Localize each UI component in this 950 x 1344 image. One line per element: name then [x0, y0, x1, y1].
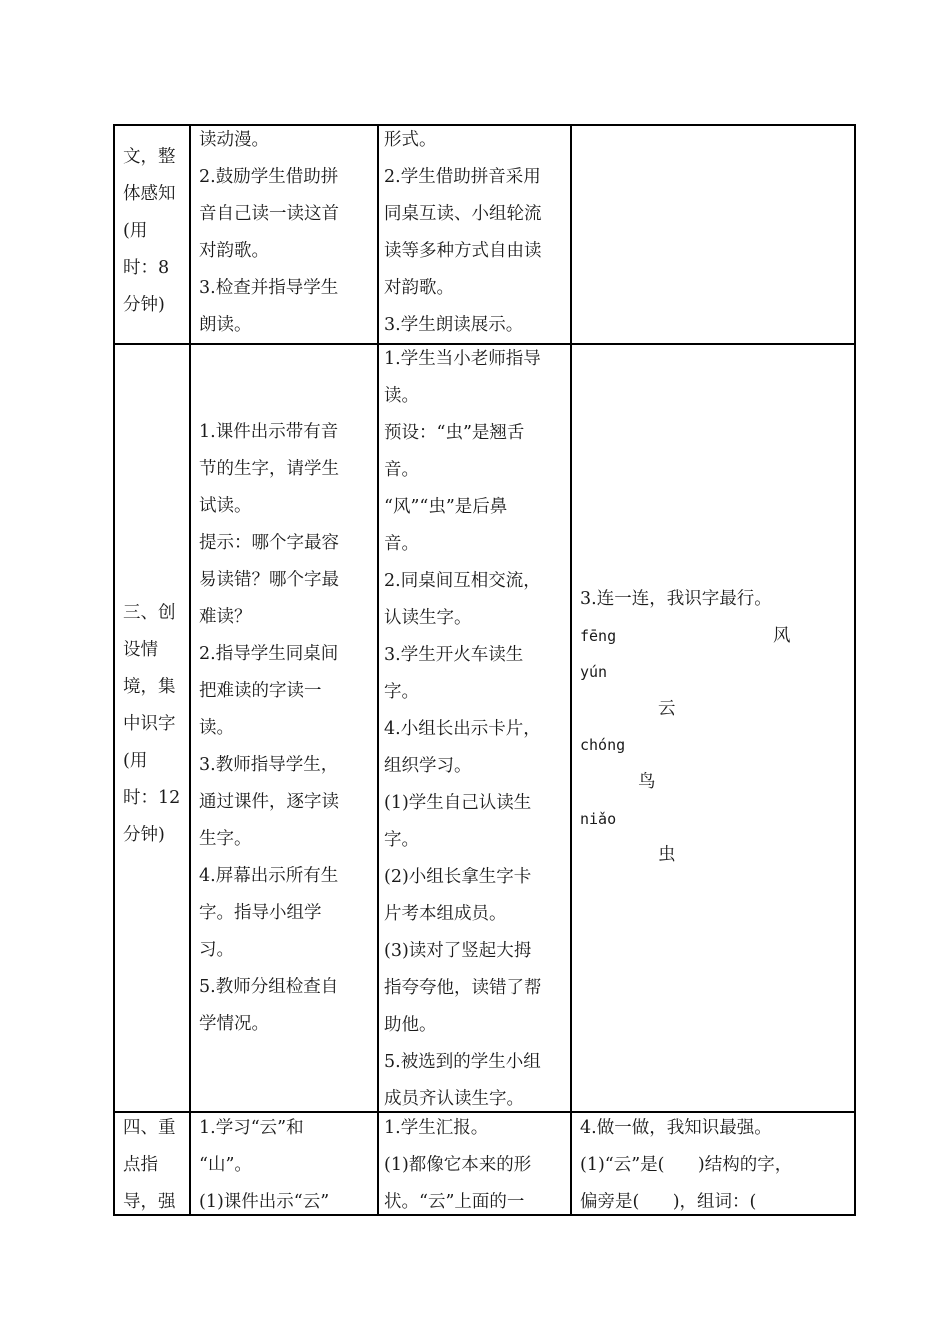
- text-line: 助他。: [384, 1015, 437, 1035]
- text-line: 生字。: [199, 829, 252, 849]
- text-line: 读等多种方式自由读: [384, 241, 542, 261]
- teacher-activity-cell: [199, 122, 339, 344]
- text-line: 时：8: [123, 258, 170, 278]
- text-line: 偏旁是( )，组词：(: [580, 1192, 757, 1212]
- text-line: (用: [123, 221, 148, 241]
- student-activity-cell: [384, 122, 542, 344]
- text-line: 读。: [384, 386, 419, 406]
- pinyin-niao: niǎo: [580, 810, 617, 828]
- text-line: 时：12: [123, 788, 181, 808]
- text-line: 字。: [384, 830, 419, 850]
- pinyin-feng: fēng: [580, 627, 617, 645]
- text-line: 音。: [384, 534, 419, 554]
- text-line: 3.学生朗读展示。: [384, 315, 524, 335]
- text-line: 成员齐认读生字。: [384, 1089, 524, 1109]
- text-line: 2.鼓励学生借助拼: [199, 167, 339, 187]
- text-line: 节的生字，请学生: [199, 459, 339, 479]
- text-line: 3.检查并指导学生: [199, 278, 339, 298]
- text-line: 2.指导学生同桌间: [199, 644, 339, 664]
- text-line: 三、创: [123, 603, 176, 623]
- text-line: 通过课件，逐字读: [199, 792, 339, 812]
- text-line: 3.教师指导学生，: [199, 755, 339, 775]
- table-border-right: [854, 124, 856, 1216]
- column-divider: [189, 124, 191, 1216]
- text-line: 试读。: [199, 496, 252, 516]
- column-divider: [377, 124, 379, 1216]
- exercise-title: 3.连一连，我识字最行。: [580, 589, 772, 609]
- exercise-cell: [580, 1110, 792, 1221]
- text-line: 中识字: [123, 714, 176, 734]
- text-line: 字。指导小组学: [199, 903, 322, 923]
- column-divider: [570, 124, 572, 1216]
- stage-cell: [123, 1110, 176, 1221]
- text-line: 3.学生开火车读生: [384, 645, 524, 665]
- text-line: 形式。: [384, 130, 437, 150]
- text-line: 4.小组长出示卡片，: [384, 719, 541, 739]
- text-line: 四、重: [123, 1118, 176, 1138]
- teacher-activity-cell: [199, 414, 339, 1043]
- text-line: 4.屏幕出示所有生: [199, 866, 339, 886]
- text-line: 5.被选到的学生小组: [384, 1052, 541, 1072]
- text-line: 对韵歌。: [199, 241, 269, 261]
- stage-cell: [123, 595, 180, 854]
- text-line: 状。“云”上面的一: [384, 1192, 525, 1212]
- text-line: (2)小组长拿生字卡: [384, 867, 532, 887]
- text-line: 2.同桌间互相交流，: [384, 571, 541, 591]
- lesson-plan-table: [113, 124, 856, 1216]
- text-line: (1)学生自己认读生: [384, 793, 532, 813]
- pinyin-chong: chóng: [580, 736, 626, 754]
- text-line: 音。: [384, 460, 419, 480]
- text-line: 1.学习“云”和: [199, 1118, 304, 1138]
- text-line: 设情: [123, 640, 158, 660]
- text-line: 1.课件出示带有音: [199, 422, 339, 442]
- text-line: 点指: [123, 1155, 158, 1175]
- stage-cell: [123, 139, 176, 324]
- text-line: 读动漫。: [199, 130, 269, 150]
- student-activity-cell: [384, 341, 542, 1118]
- text-line: 对韵歌。: [384, 278, 454, 298]
- text-line: (用: [123, 751, 148, 771]
- text-line: 学情况。: [199, 1014, 269, 1034]
- pinyin-yun: yún: [580, 663, 608, 681]
- student-activity-cell: [384, 1110, 531, 1221]
- text-line: 读。: [199, 718, 234, 738]
- char-yun: 云: [658, 699, 676, 719]
- text-line: (3)读对了竖起大拇: [384, 941, 532, 961]
- text-line: (1)都像它本来的形: [384, 1155, 532, 1175]
- text-line: 体感知: [123, 184, 176, 204]
- text-line: 片考本组成员。: [384, 904, 507, 924]
- text-line: 字。: [384, 682, 419, 702]
- text-line: 导，强: [123, 1192, 176, 1212]
- text-line: 同桌互读、小组轮流: [384, 204, 542, 224]
- text-line: “山”。: [199, 1155, 252, 1175]
- text-line: 文，整: [123, 147, 176, 167]
- text-line: “风”“虫”是后鼻: [384, 497, 508, 517]
- text-line: 5.教师分组检查自: [199, 977, 339, 997]
- char-niao: 鸟: [638, 772, 656, 792]
- text-line: 易读错？哪个字最: [199, 570, 339, 590]
- text-line: 习。: [199, 940, 234, 960]
- text-line: 4.做一做，我知识最强。: [580, 1118, 772, 1138]
- char-feng: 风: [773, 626, 791, 646]
- text-line: 1.学生当小老师指导: [384, 349, 541, 369]
- text-line: 1.学生汇报。: [384, 1118, 489, 1138]
- text-line: (1)“云”是( )结构的字，: [580, 1155, 793, 1175]
- text-line: 分钟): [123, 295, 165, 315]
- text-line: 境，集: [123, 677, 176, 697]
- text-line: 音自己读一读这首: [199, 204, 339, 224]
- text-line: 认读生字。: [384, 608, 472, 628]
- text-line: 预设：“虫”是翘舌: [384, 423, 525, 443]
- text-line: 2.学生借助拼音采用: [384, 167, 541, 187]
- text-line: 提示：哪个字最容: [199, 533, 339, 553]
- text-line: 组织学习。: [384, 756, 472, 776]
- text-line: (1)课件出示“云”: [199, 1192, 330, 1212]
- text-line: 把难读的字读一: [199, 681, 322, 701]
- text-line: 分钟): [123, 825, 165, 845]
- table-border-left: [113, 124, 115, 1216]
- teacher-activity-cell: [199, 1110, 329, 1221]
- text-line: 朗读。: [199, 315, 252, 335]
- text-line: 难读？: [199, 607, 252, 627]
- char-chong: 虫: [658, 845, 676, 865]
- text-line: 指夸夸他，读错了帮: [384, 978, 542, 998]
